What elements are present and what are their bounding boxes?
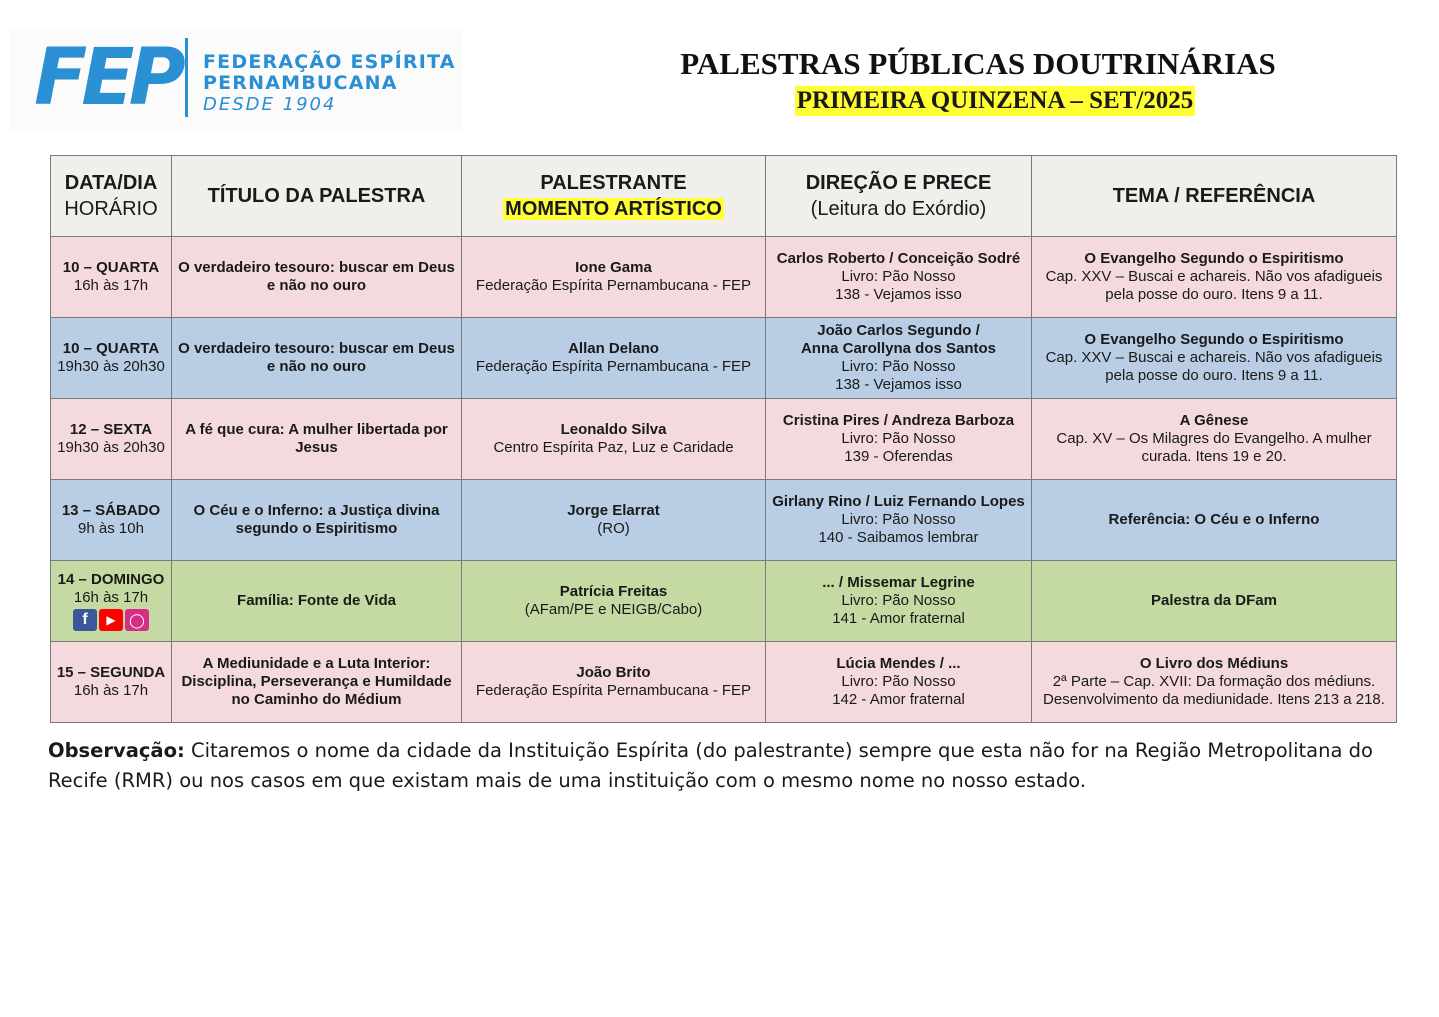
lecture-title: Família: Fonte de Vida bbox=[237, 592, 396, 609]
theme-title: O Evangelho Segundo o Espiritismo bbox=[1084, 331, 1344, 348]
cell-theme bbox=[1032, 399, 1397, 480]
cell-theme bbox=[1032, 642, 1397, 723]
speaker-name: Patrícia Freitas bbox=[559, 583, 668, 600]
cell-speaker bbox=[462, 399, 766, 480]
cell-date bbox=[51, 561, 172, 642]
cell-direction bbox=[766, 399, 1032, 480]
header-direction-label: DIREÇÃO E PRECE bbox=[805, 172, 992, 194]
theme-title: Palestra da DFam bbox=[1151, 592, 1277, 609]
logo-line-3: DESDE 1904 bbox=[203, 94, 337, 115]
time-label: 19h30 às 20h30 bbox=[57, 358, 165, 375]
cell-direction bbox=[766, 480, 1032, 561]
header-theme bbox=[1032, 156, 1397, 237]
cell-speaker bbox=[462, 642, 766, 723]
time-label: 16h às 17h bbox=[73, 682, 149, 699]
cell-speaker bbox=[462, 480, 766, 561]
day-label: 15 – SEGUNDA bbox=[56, 664, 166, 681]
header-date-label: DATA/DIA bbox=[64, 172, 158, 194]
direction-names: ... / Missemar Legrine bbox=[822, 574, 975, 591]
header-time-label: HORÁRIO bbox=[64, 198, 158, 220]
cell-date bbox=[51, 399, 172, 480]
cell-speaker bbox=[462, 561, 766, 642]
instagram-icon[interactable]: ◯ bbox=[125, 609, 149, 631]
reading-chapter: 139 - Oferendas bbox=[844, 448, 953, 465]
table-row bbox=[51, 237, 1397, 318]
observation-text: Citaremos o nome da cidade da Instituição Espírita (do palestrante) sempre que esta não for na Região Metropolitana do Recife (RMR) ou nos casos em que existam mais de uma instituição com o mesmo nome no nosso estado. bbox=[48, 739, 1373, 792]
day-label: 10 – QUARTA bbox=[62, 259, 160, 276]
observation-note bbox=[48, 736, 1388, 796]
speaker-name: João Brito bbox=[576, 664, 651, 681]
header-speaker-label: PALESTRANTE bbox=[540, 172, 687, 194]
time-label: 19h30 às 20h30 bbox=[57, 439, 165, 456]
logo-divider bbox=[185, 38, 188, 117]
logo-line-1: FEDERAÇÃO ESPÍRITA bbox=[203, 51, 456, 73]
youtube-icon[interactable]: ▶ bbox=[99, 609, 123, 631]
time-label: 16h às 17h bbox=[73, 589, 149, 606]
time-label: 16h às 17h bbox=[73, 277, 149, 294]
theme-reference: Cap. XXV – Buscai e achareis. Não vos afadigueis pela posse do ouro. Itens 9 a 11. bbox=[1045, 349, 1383, 384]
reading-chapter: 142 - Amor fraternal bbox=[832, 691, 965, 708]
lecture-title: A Mediunidade e a Luta Interior: Disciplina, Perseverança e Humildade no Caminho do Médium bbox=[181, 655, 452, 708]
header-theme-label: TEMA / REFERÊNCIA bbox=[1112, 185, 1316, 207]
cell-theme bbox=[1032, 480, 1397, 561]
page-subtitle: PRIMEIRA QUINZENA – SET/2025 bbox=[796, 87, 1194, 114]
reading-chapter: 138 - Vejamos isso bbox=[835, 286, 962, 303]
table-row bbox=[51, 480, 1397, 561]
fep-logo bbox=[10, 28, 462, 132]
direction-names: Cristina Pires / Andreza Barboza bbox=[782, 412, 1015, 429]
header-artistic-label: MOMENTO ARTÍSTICO bbox=[505, 198, 722, 220]
theme-title: Referência: O Céu e o Inferno bbox=[1108, 511, 1320, 528]
reading-chapter: 140 - Saibamos lembrar bbox=[818, 529, 979, 546]
direction-names: Girlany Rino / Luiz Fernando Lopes bbox=[772, 493, 1025, 510]
time-label: 9h às 10h bbox=[78, 520, 144, 537]
lecture-title: O Céu e o Inferno: a Justiça divina segundo o Espiritismo bbox=[193, 502, 440, 537]
cell-title bbox=[172, 399, 462, 480]
page-title: PALESTRAS PÚBLICAS DOUTRINÁRIAS bbox=[680, 46, 1276, 81]
day-label: 10 – QUARTA bbox=[62, 340, 160, 357]
speaker-name: Jorge Elarrat bbox=[567, 502, 660, 519]
cell-title bbox=[172, 642, 462, 723]
theme-reference: Cap. XXV – Buscai e achareis. Não vos afadigueis pela posse do ouro. Itens 9 a 11. bbox=[1045, 268, 1383, 303]
header-title bbox=[172, 156, 462, 237]
speaker-org: Federação Espírita Pernambucana - FEP bbox=[475, 682, 752, 699]
header-speaker bbox=[462, 156, 766, 237]
social-icons bbox=[73, 609, 149, 631]
cell-direction bbox=[766, 318, 1032, 399]
header-title-label: TÍTULO DA PALESTRA bbox=[207, 185, 426, 207]
logo-mark: FEP bbox=[34, 33, 180, 123]
cell-direction bbox=[766, 642, 1032, 723]
direction-names: Carlos Roberto / Conceição Sodré bbox=[776, 250, 1021, 267]
table-row bbox=[51, 318, 1397, 399]
table-row bbox=[51, 561, 1397, 642]
cell-title bbox=[172, 561, 462, 642]
day-label: 14 – DOMINGO bbox=[57, 571, 165, 588]
schedule-table bbox=[50, 155, 1397, 723]
reading-book: Livro: Pão Nosso bbox=[841, 511, 956, 528]
direction-names: Lúcia Mendes / ... bbox=[836, 655, 961, 672]
speaker-org: (RO) bbox=[597, 520, 630, 537]
reading-chapter: 138 - Vejamos isso bbox=[835, 376, 962, 393]
reading-book: Livro: Pão Nosso bbox=[841, 268, 956, 285]
reading-book: Livro: Pão Nosso bbox=[841, 592, 956, 609]
lecture-title: A fé que cura: A mulher libertada por Jesus bbox=[185, 421, 448, 456]
header-reading-label: (Leitura do Exórdio) bbox=[810, 198, 987, 220]
header-direction bbox=[766, 156, 1032, 237]
direction-names-2: Anna Carollyna dos Santos bbox=[800, 340, 997, 357]
cell-speaker bbox=[462, 318, 766, 399]
lecture-title: O verdadeiro tesouro: buscar em Deus e não no ouro bbox=[178, 259, 455, 294]
theme-reference: 2ª Parte – Cap. XVII: Da formação dos médiuns. Desenvolvimento da mediunidade. Itens 213 a 218. bbox=[1043, 673, 1385, 708]
logo-text bbox=[203, 52, 456, 115]
direction-names: João Carlos Segundo / bbox=[817, 322, 980, 339]
cell-date bbox=[51, 237, 172, 318]
theme-reference: Cap. XV – Os Milagres do Evangelho. A mulher curada. Itens 19 e 20. bbox=[1056, 430, 1372, 465]
cell-direction bbox=[766, 237, 1032, 318]
theme-title: O Evangelho Segundo o Espiritismo bbox=[1084, 250, 1344, 267]
day-label: 12 – SEXTA bbox=[69, 421, 153, 438]
lecture-title: O verdadeiro tesouro: buscar em Deus e não no ouro bbox=[178, 340, 455, 375]
reading-chapter: 141 - Amor fraternal bbox=[832, 610, 965, 627]
cell-date bbox=[51, 318, 172, 399]
cell-direction bbox=[766, 561, 1032, 642]
table-row bbox=[51, 642, 1397, 723]
speaker-name: Ione Gama bbox=[575, 259, 652, 276]
logo-line-2: PERNAMBUCANA bbox=[203, 72, 398, 94]
reading-book: Livro: Pão Nosso bbox=[841, 358, 956, 375]
reading-book: Livro: Pão Nosso bbox=[841, 430, 956, 447]
header-date bbox=[51, 156, 172, 237]
day-label: 13 – SÁBADO bbox=[61, 502, 161, 519]
header-titles bbox=[640, 44, 1316, 116]
cell-title bbox=[172, 237, 462, 318]
theme-title: A Gênese bbox=[1179, 412, 1249, 429]
theme-title: O Livro dos Médiuns bbox=[1139, 655, 1289, 672]
table-header-row bbox=[51, 156, 1397, 237]
facebook-icon[interactable]: f bbox=[73, 609, 97, 631]
speaker-org: Federação Espírita Pernambucana - FEP bbox=[475, 277, 752, 294]
cell-date bbox=[51, 480, 172, 561]
cell-speaker bbox=[462, 237, 766, 318]
observation-label: Observação: bbox=[48, 739, 185, 762]
speaker-org: Centro Espírita Paz, Luz e Caridade bbox=[493, 439, 734, 456]
cell-theme bbox=[1032, 561, 1397, 642]
cell-theme bbox=[1032, 318, 1397, 399]
cell-title bbox=[172, 480, 462, 561]
table-row bbox=[51, 399, 1397, 480]
cell-theme bbox=[1032, 237, 1397, 318]
reading-book: Livro: Pão Nosso bbox=[841, 673, 956, 690]
speaker-name: Allan Delano bbox=[568, 340, 659, 357]
cell-date bbox=[51, 642, 172, 723]
speaker-org: Federação Espírita Pernambucana - FEP bbox=[475, 358, 752, 375]
speaker-name: Leonaldo Silva bbox=[560, 421, 667, 438]
speaker-org: (AFam/PE e NEIGB/Cabo) bbox=[524, 601, 703, 618]
cell-title bbox=[172, 318, 462, 399]
